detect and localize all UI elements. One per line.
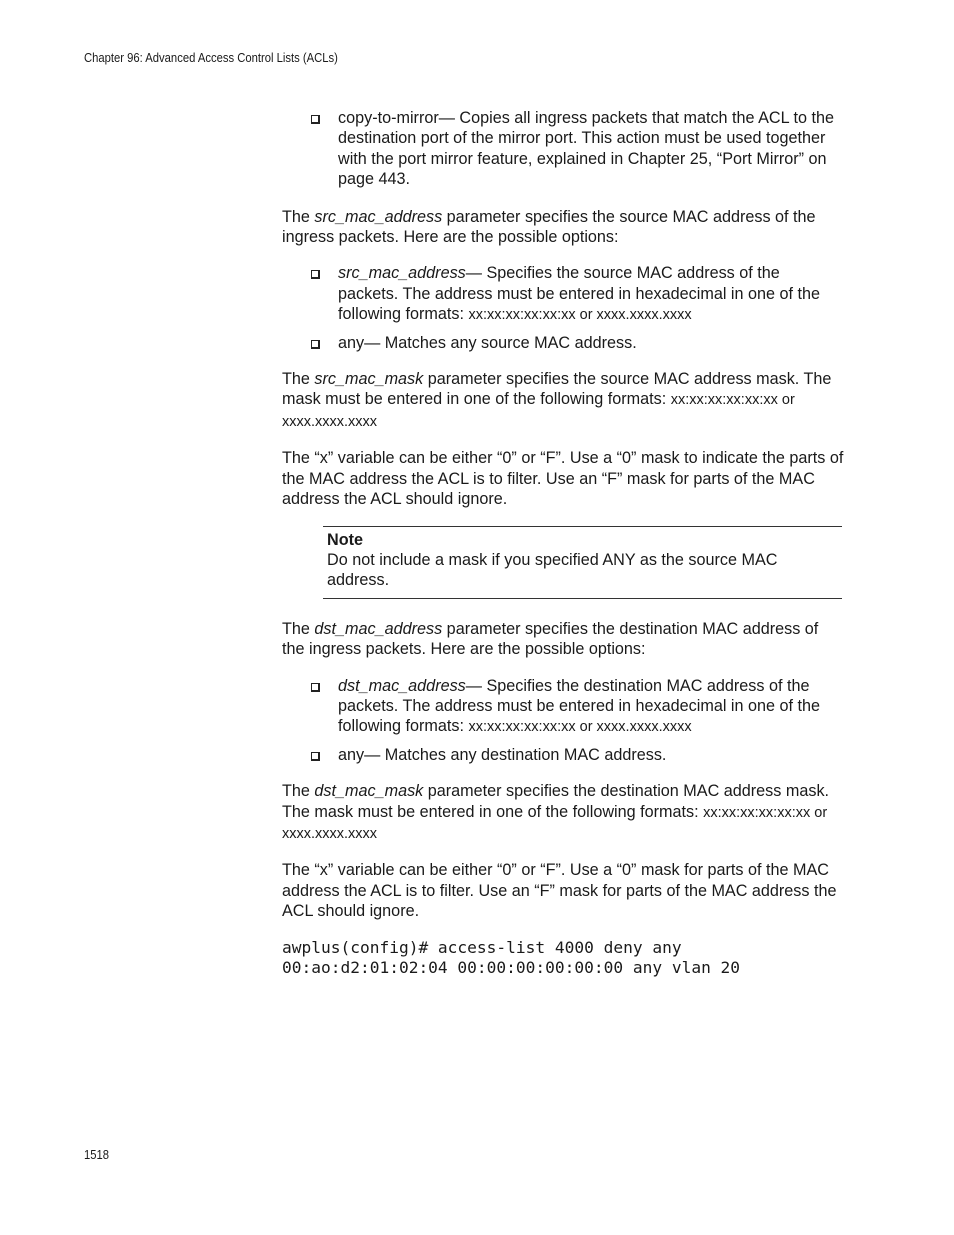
list-item: [338, 745, 844, 765]
running-header: Chapter 96: Advanced Access Control Lists (ACLs): [84, 51, 338, 65]
dst-mac-mask-paragraph: [282, 781, 844, 844]
src-mac-mask-paragraph: [282, 369, 844, 432]
code-line-2: 00:ao:d2:01:02:04 00:00:00:00:00:00 any vlan 20: [282, 958, 741, 977]
dst-option-formats: xx:xx:xx:xx:xx:xx or xxxx.xxxx.xxxx: [468, 719, 692, 736]
list-item: [338, 263, 844, 325]
page-content: [282, 108, 844, 978]
dst-addr-pre: The: [282, 619, 315, 638]
dst-addr-param: dst_mac_address: [314, 619, 443, 638]
src-addr-post: parameter specifies the source MAC address of the ingress packets. Here are the possible options:: [282, 207, 816, 247]
src-option-text: — Specifies the source MAC address of the packets. The address must be entered in hexadecimal in one of the following formats:: [338, 264, 821, 324]
copy-to-mirror-text: copy-to-mirror— Copies all ingress packets that match the ACL to the destination port of the mirror port. This action must be used together with the port mirror feature, explained in Chapter 25, “Port Mirror” on page 443.: [338, 109, 835, 189]
src-mask-param: src_mac_mask: [314, 370, 424, 389]
dst-option-param: dst_mac_address: [338, 676, 466, 695]
checkbox-bullet-icon: [311, 683, 320, 692]
src-addr-pre: The: [282, 207, 315, 226]
dst-mask-post: parameter specifies the destination MAC address mask. The mask must be entered in one of the following formats:: [282, 782, 830, 821]
dst-x-variable-paragraph: The “x” variable can be either “0” or “F”. Use a “0” mask for parts of the MAC address the ACL is to filter. Use an “F” mask for parts of the MAC address the ACL should ignore.: [282, 861, 837, 921]
dst-option-text: — Specifies the destination MAC address of the packets. The address must be entered in hexadecimal in one of the following formats:: [338, 676, 821, 736]
dst-mask-pre: The: [282, 782, 315, 801]
checkbox-bullet-icon: [311, 115, 320, 124]
src-mac-address-paragraph: [282, 207, 844, 248]
src-mac-address-options: [282, 263, 844, 353]
dst-mac-address-options: [282, 676, 844, 766]
src-mask-post: parameter specifies the source MAC address mask. The mask must be entered in one of the following formats:: [282, 370, 832, 409]
copy-to-mirror-list: [282, 108, 844, 190]
page-number: 1518: [84, 1148, 110, 1162]
dst-mask-param: dst_mac_mask: [314, 782, 424, 801]
dst-addr-post: parameter specifies the destination MAC address of the ingress packets. Here are the possible options:: [282, 619, 819, 659]
src-option-param: src_mac_address: [338, 264, 466, 283]
list-item: [338, 676, 844, 738]
list-item: [338, 108, 844, 190]
note-title: Note: [327, 530, 363, 549]
checkbox-bullet-icon: [311, 752, 320, 761]
src-option-formats: xx:xx:xx:xx:xx:xx or xxxx.xxxx.xxxx: [468, 307, 692, 324]
src-mask-pre: The: [282, 370, 315, 389]
dst-mac-address-paragraph: [282, 619, 844, 660]
code-example: [282, 938, 844, 979]
src-x-variable-paragraph: The “x” variable can be either “0” or “F”. Use a “0” mask to indicate the parts of the MAC address the ACL is to filter. Use an “F” mask for parts of the MAC address the ACL should ignore.: [282, 449, 844, 509]
src-any-option-text: any— Matches any source MAC address.: [338, 333, 637, 352]
src-mask-formats: xx:xx:xx:xx:xx:xx or xxxx.xxxx.xxxx: [282, 392, 795, 430]
checkbox-bullet-icon: [311, 340, 320, 349]
dst-mask-formats: xx:xx:xx:xx:xx:xx or xxxx.xxxx.xxxx: [282, 804, 828, 842]
dst-any-option-text: any— Matches any destination MAC address.: [338, 745, 667, 764]
note-box: [323, 526, 842, 599]
src-addr-param: src_mac_address: [314, 207, 443, 226]
list-item: [338, 333, 844, 353]
note-text: Do not include a mask if you specified ANY as the source MAC address.: [327, 550, 778, 590]
checkbox-bullet-icon: [311, 270, 320, 279]
code-line-1: awplus(config)# access-list 4000 deny any: [282, 937, 682, 957]
